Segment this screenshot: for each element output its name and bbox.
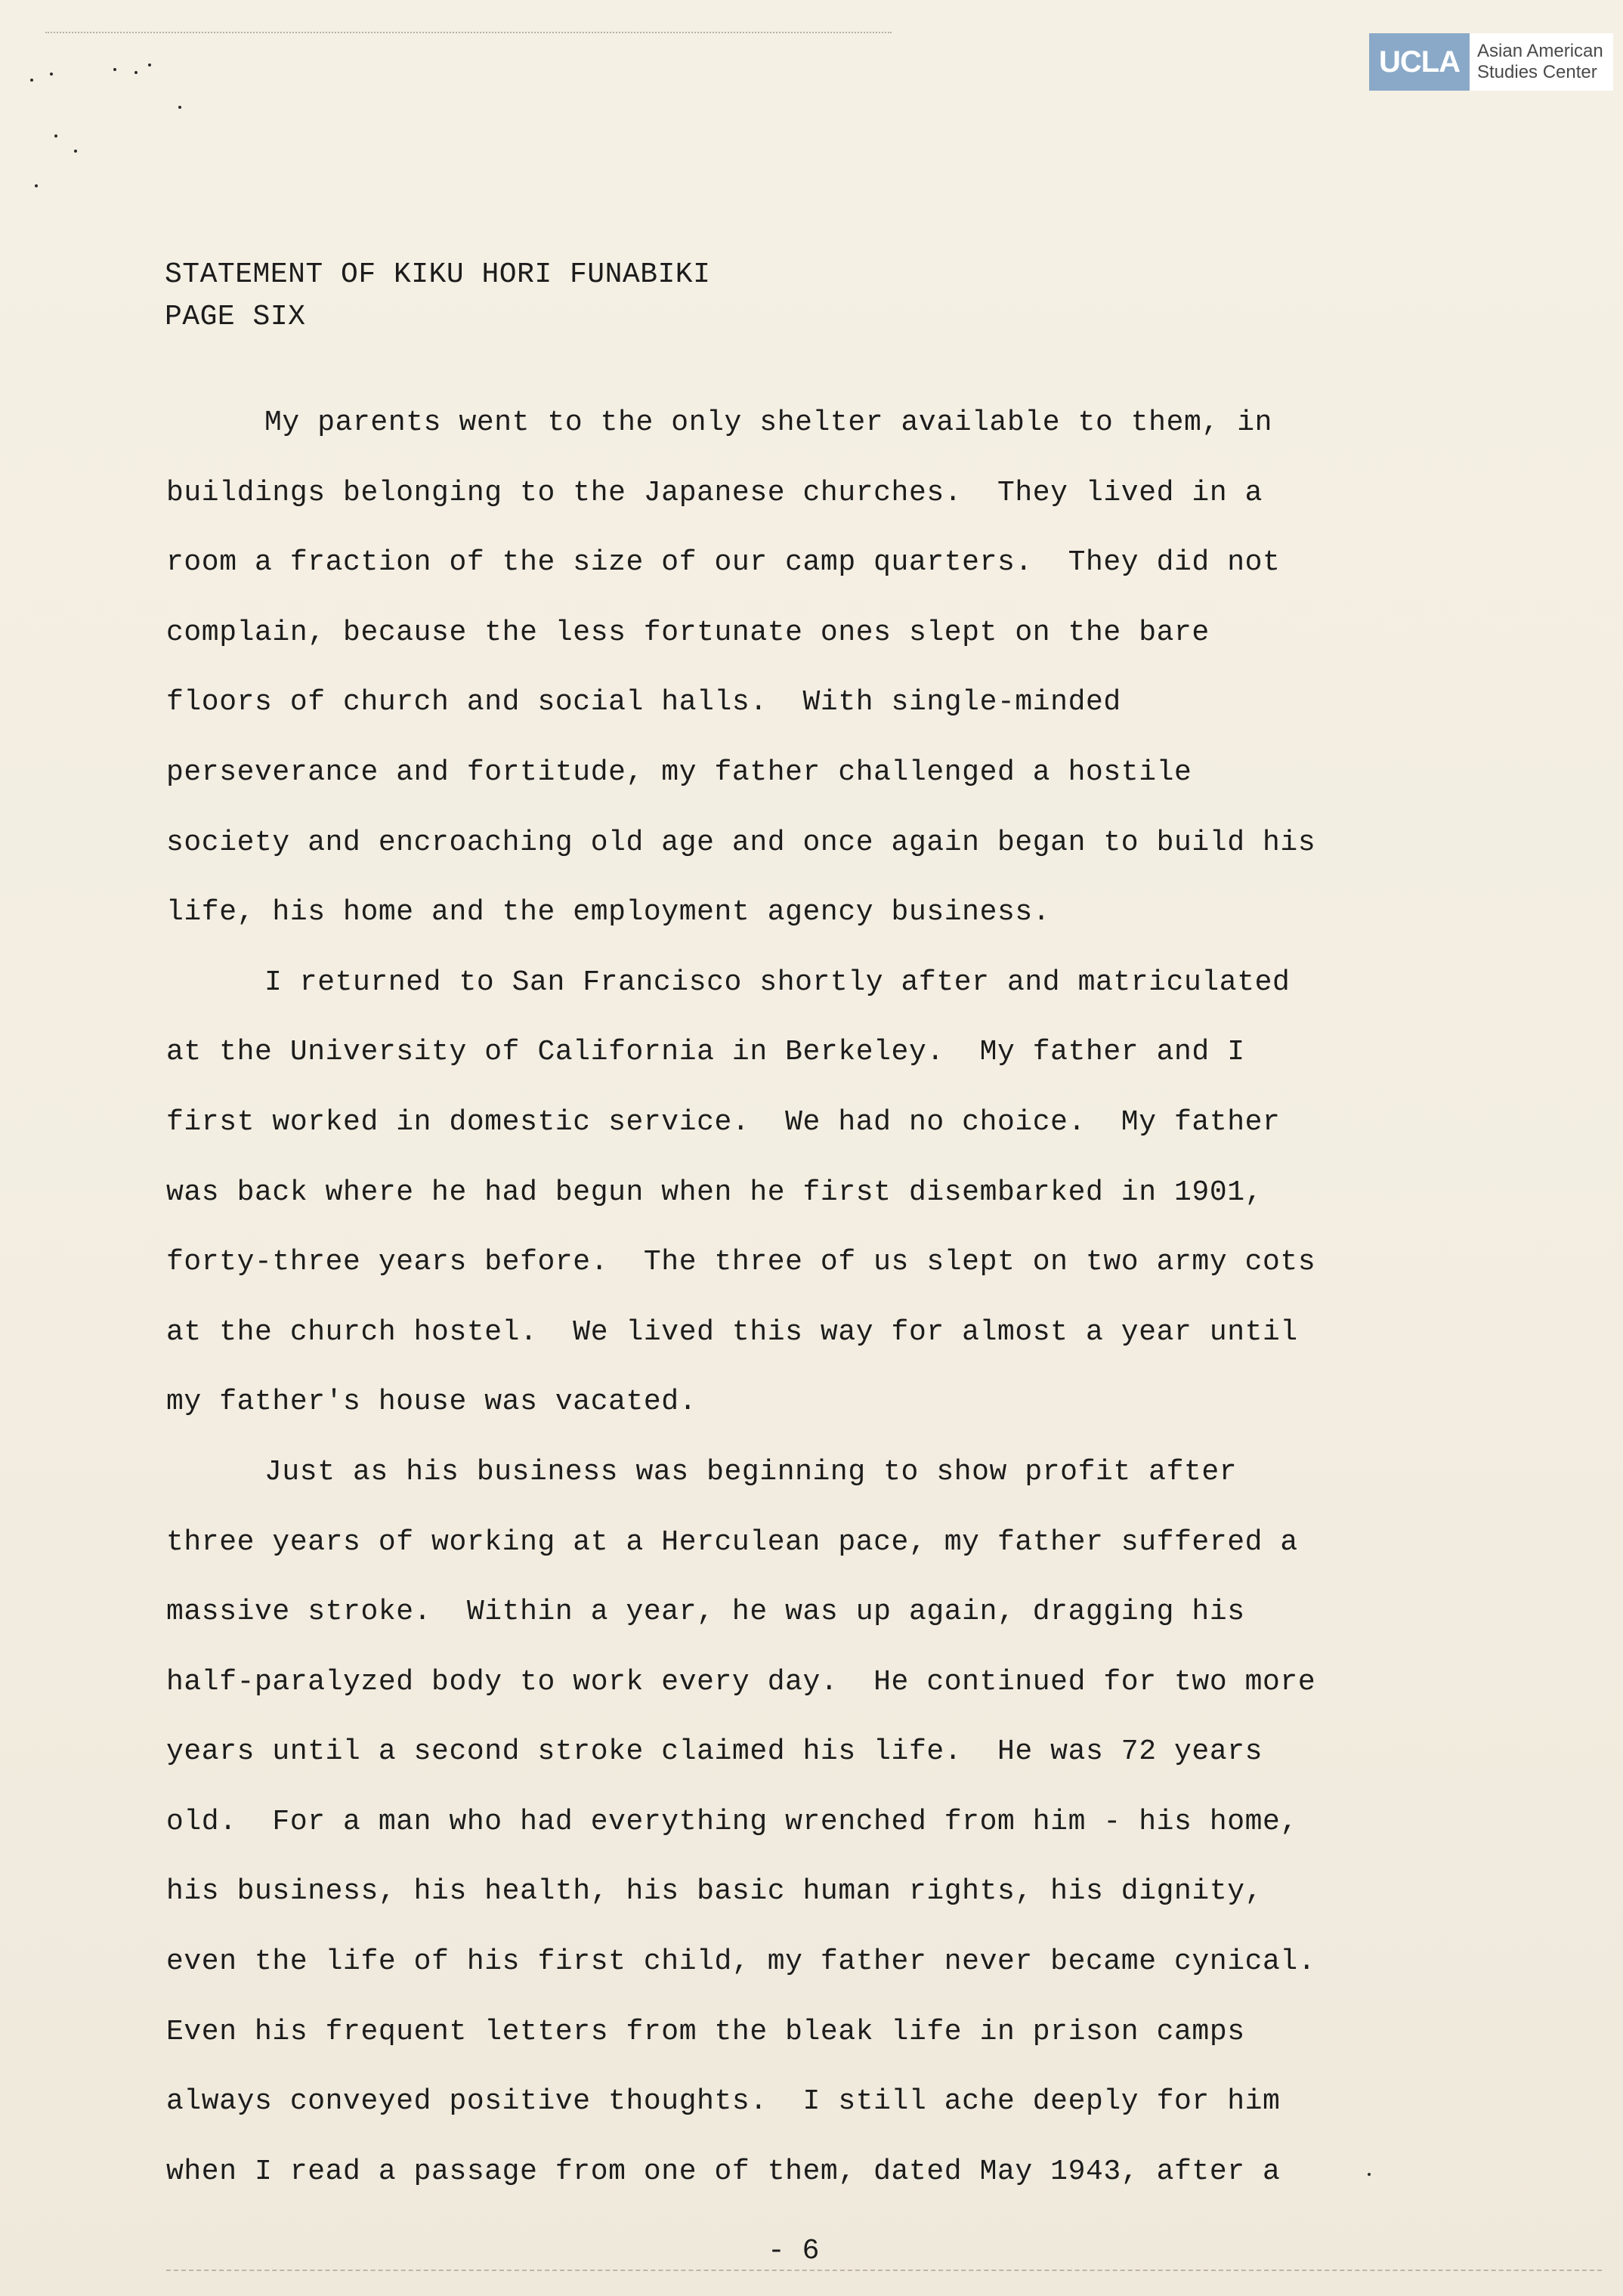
text-line: when I read a passage from one of them, dated May 1943, after a: [166, 2155, 1281, 2188]
text-line: my father's house was vacated.: [166, 1386, 697, 1419]
ink-speck: [74, 150, 77, 153]
text-line: buildings belonging to the Japanese churches. They lived in a: [166, 476, 1263, 509]
text-line: old. For a man who had everything wrenched from him - his home,: [166, 1805, 1298, 1838]
paragraph-2: [166, 948, 1466, 1438]
text-line: years until a second stroke claimed his life. He was 72 years: [166, 1735, 1263, 1769]
text-line: half-paralyzed body to work every day. He continued for two more: [166, 1665, 1316, 1698]
text-line: life, his home and the employment agency business.: [166, 896, 1051, 929]
statement-body: [166, 388, 1466, 2207]
document-header: [165, 254, 710, 338]
badge-line-2: Studies Center: [1477, 62, 1597, 82]
text-line: Just as his business was beginning to show profit after: [264, 1455, 1238, 1488]
text-line: his business, his health, his basic human rights, his dignity,: [166, 1875, 1263, 1908]
text-line: forty-three years before. The three of us slept on two army cots: [166, 1246, 1316, 1279]
archive-badge: [1369, 33, 1613, 91]
text-line: was back where he had begun when he first disembarked in 1901,: [166, 1176, 1263, 1209]
text-line: even the life of his first child, my father never became cynical.: [166, 1945, 1316, 1979]
page-label: PAGE SIX: [165, 301, 306, 333]
text-line: I returned to San Francisco shortly after and matriculated: [264, 966, 1291, 999]
text-line: room a fraction of the size of our camp quarters. They did not: [166, 546, 1281, 579]
paragraph-1: [166, 388, 1466, 948]
ink-speck: [30, 79, 33, 82]
text-line: at the church hostel. We lived this way for almost a year until: [166, 1315, 1298, 1349]
badge-line-1: Asian American: [1477, 41, 1603, 61]
text-line: Even his frequent letters from the bleak life in prison camps: [166, 2015, 1245, 2048]
ink-speck: [54, 134, 57, 138]
page-number: - 6: [768, 2235, 820, 2267]
ink-speck: [113, 68, 116, 71]
ink-speck: [178, 106, 181, 109]
text-line: complain, because the less fortunate ones slept on the bare: [166, 616, 1210, 649]
document-title: STATEMENT OF KIKU HORI FUNABIKI: [165, 258, 711, 291]
text-line: perseverance and fortitude, my father challenged a hostile: [166, 756, 1192, 789]
ink-speck: [35, 184, 38, 187]
text-line: massive stroke. Within a year, he was up again, dragging his: [166, 1596, 1245, 1629]
ucla-logo: UCLA: [1369, 33, 1470, 91]
text-line: society and encroaching old age and once again began to build his: [166, 826, 1316, 859]
bottom-edge-mark: [166, 2270, 1602, 2271]
top-edge-mark: [45, 32, 892, 33]
text-line: always conveyed positive thoughts. I still ache deeply for him: [166, 2085, 1281, 2118]
ink-speck: [148, 63, 151, 66]
text-line: three years of working at a Herculean pace, my father suffered a: [166, 1525, 1298, 1559]
paragraph-3: [166, 1438, 1466, 2208]
ink-speck: [134, 71, 138, 74]
text-line: first worked in domestic service. We had no choice. My father: [166, 1105, 1281, 1139]
text-line: at the University of California in Berkeley. My father and I: [166, 1036, 1245, 1069]
text-line: floors of church and social halls. With single-minded: [166, 686, 1121, 719]
badge-caption: [1477, 41, 1603, 83]
text-line: My parents went to the only shelter available to them, in: [264, 406, 1273, 439]
ink-speck: [50, 73, 53, 76]
